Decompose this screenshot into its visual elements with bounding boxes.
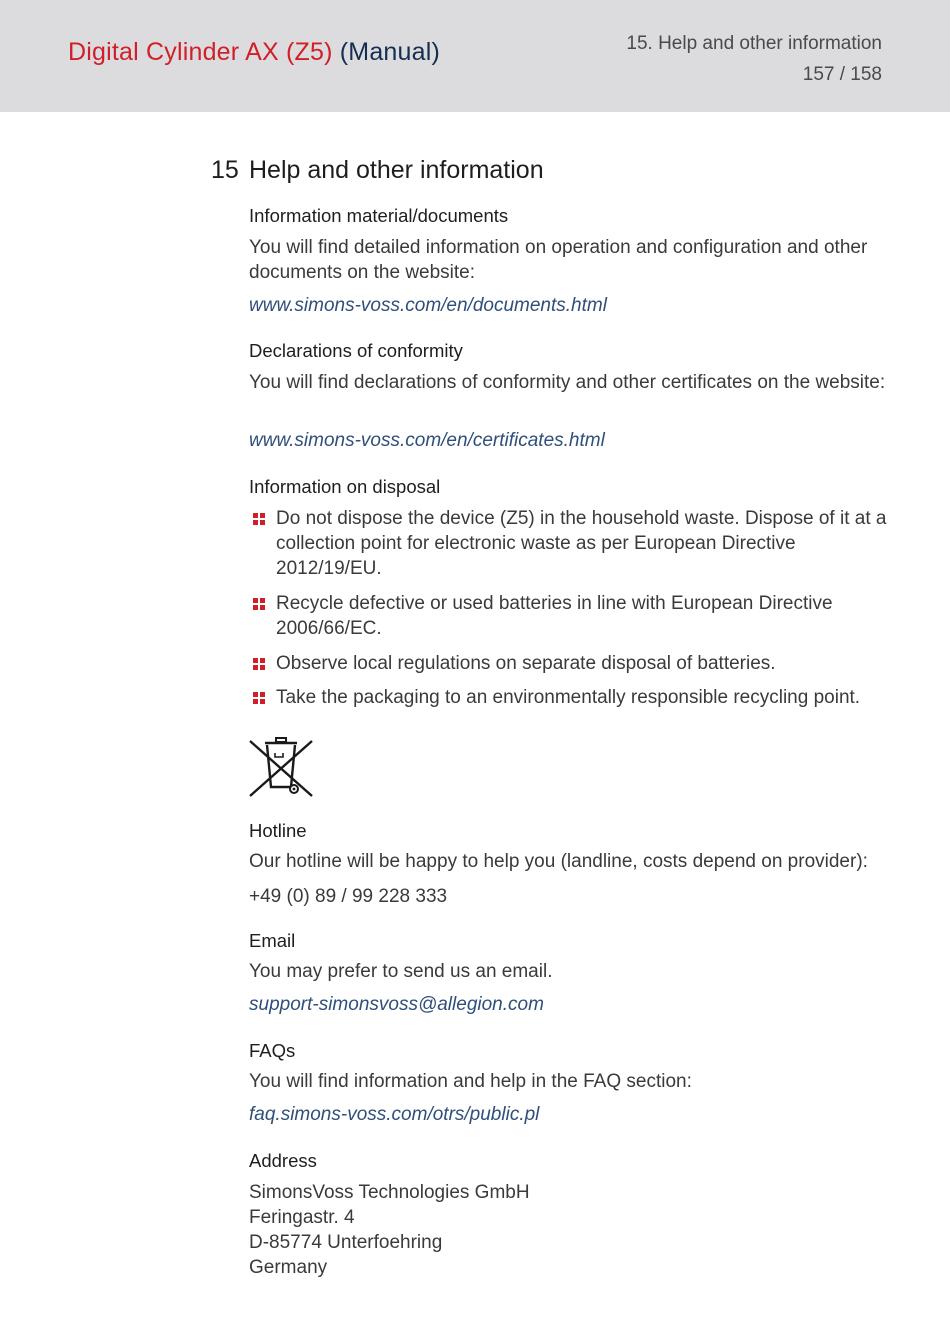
list-item bbox=[249, 591, 889, 641]
hotline-text: Our hotline will be happy to help you (landline, costs depend on provider): bbox=[249, 851, 868, 872]
chapter-heading bbox=[211, 156, 544, 185]
list-item bbox=[249, 685, 889, 710]
list-item bbox=[249, 506, 889, 581]
page-header bbox=[0, 0, 950, 112]
list-item bbox=[249, 651, 889, 676]
address-line: SimonsVoss Technologies GmbH bbox=[249, 1182, 530, 1203]
email-heading: Email bbox=[249, 930, 296, 951]
bullet-icon bbox=[253, 692, 265, 704]
email-text: You may prefer to send us an email. bbox=[249, 961, 553, 982]
documents-text: You will find detailed information on operation and configuration and other documents on the website: bbox=[249, 237, 868, 283]
address-line: Germany bbox=[249, 1257, 328, 1278]
address-line: D-85774 Unterfoehring bbox=[249, 1232, 443, 1253]
faqs-text: You will find information and help in the FAQ section: bbox=[249, 1071, 692, 1092]
bullet-icon bbox=[253, 513, 265, 525]
chapter-title: Help and other information bbox=[249, 156, 544, 184]
document-title-type: (Manual) bbox=[339, 38, 441, 66]
hotline-phone: +49 (0) 89 / 99 228 333 bbox=[249, 886, 448, 907]
document-title bbox=[68, 38, 440, 67]
email-link[interactable]: support-simonsvoss@allegion.com bbox=[249, 994, 544, 1015]
conformity-heading: Declarations of conformity bbox=[249, 340, 463, 361]
faqs-link[interactable]: faq.simons-voss.com/otrs/public.pl bbox=[249, 1104, 540, 1125]
disposal-item-text: Do not dispose the device (Z5) in the household waste. Dispose of it at a collection point for electronic waste as per European Directive 2012/19/EU. bbox=[276, 508, 887, 579]
weee-crossed-bin-icon bbox=[249, 733, 313, 797]
header-meta bbox=[626, 28, 882, 90]
documents-heading: Information material/documents bbox=[249, 205, 509, 226]
chapter-number: 15 bbox=[211, 156, 239, 184]
address-line: Feringastr. 4 bbox=[249, 1207, 355, 1228]
page-number: 157 / 158 bbox=[802, 64, 882, 85]
disposal-item-text: Recycle defective or used batteries in line with European Directive 2006/66/EC. bbox=[276, 593, 833, 639]
hotline-heading: Hotline bbox=[249, 820, 307, 841]
header-section: 15. Help and other information bbox=[626, 33, 882, 54]
address-block bbox=[249, 1180, 889, 1280]
disposal-item-text: Take the packaging to an environmentally responsible recycling point. bbox=[276, 687, 861, 708]
documents-link[interactable]: www.simons-voss.com/en/documents.html bbox=[249, 295, 607, 316]
conformity-link[interactable]: www.simons-voss.com/en/certificates.html bbox=[249, 430, 605, 451]
address-heading: Address bbox=[249, 1150, 317, 1171]
bullet-icon bbox=[253, 658, 265, 670]
bullet-icon bbox=[253, 598, 265, 610]
document-title-product: Digital Cylinder AX (Z5) bbox=[68, 38, 333, 66]
conformity-text: You will find declarations of conformity and other certificates on the website: bbox=[249, 372, 886, 393]
disposal-heading: Information on disposal bbox=[249, 476, 441, 497]
faqs-heading: FAQs bbox=[249, 1040, 296, 1061]
disposal-item-text: Observe local regulations on separate disposal of batteries. bbox=[276, 653, 776, 674]
